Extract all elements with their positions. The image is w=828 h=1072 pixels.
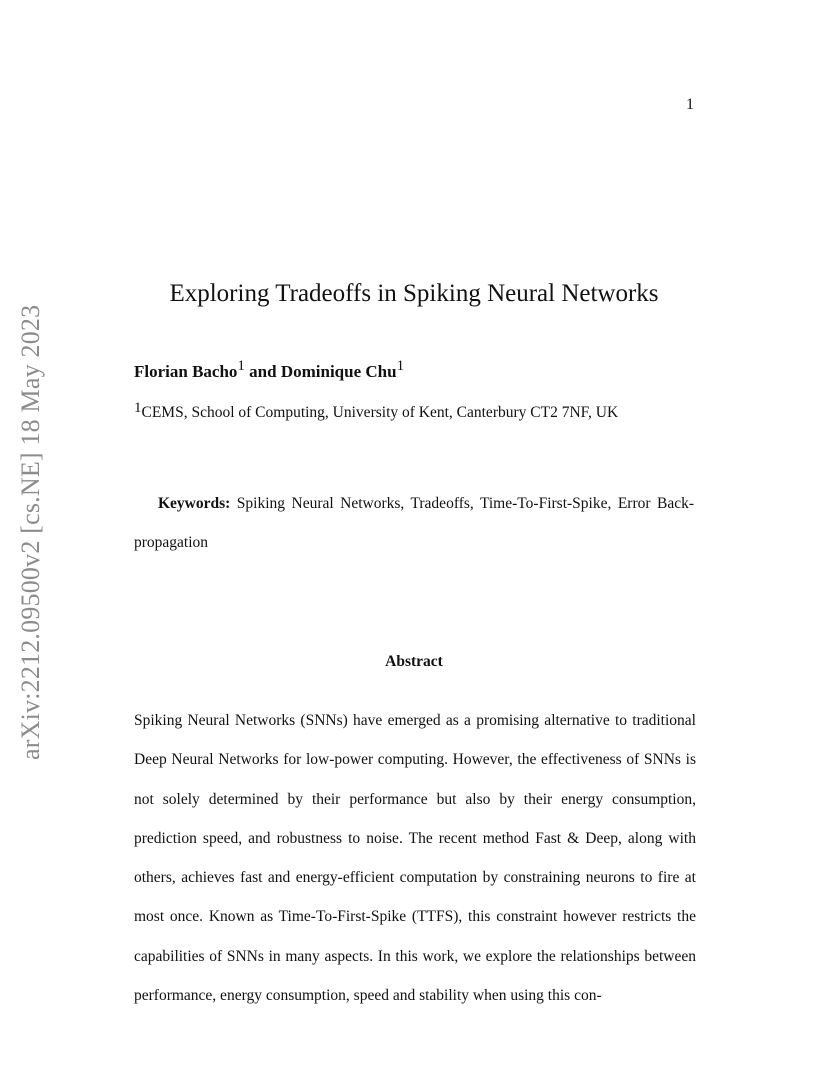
author-list [134, 358, 405, 382]
paper-title: Exploring Tradeoffs in Spiking Neural Networks [169, 280, 659, 307]
abstract-heading: Abstract [385, 653, 443, 670]
abstract-body: Spiking Neural Networks (SNNs) have emerged as a promising alternative to traditional Deep Neural Networks for low-power computing. However, the effectiveness of SNNs is not solely determined by their performance but also by their energy consumption, prediction speed, and robustness to noise. The recent method Fast & Deep, along with others, achieves fast and energy-efficient computation by constraining neurons to fire at most once. Known as Time-To-First-Spike (TTFS), this constraint however restricts the capabilities of SNNs in many aspects. In this work, we explore the relationships between performance, energy consumption, speed and stability when using this con- [134, 712, 696, 1005]
arxiv-identifier: arXiv:2212.09500v2 [cs.NE] 18 May 2023 [16, 304, 45, 760]
affiliation-marker: 1 [396, 358, 405, 374]
keywords [134, 484, 694, 562]
keywords-label: Keywords: [158, 495, 231, 512]
affiliation [134, 400, 619, 422]
affiliation-marker: 1 [134, 400, 142, 416]
author-name: Dominique Chu [280, 362, 397, 381]
author-joiner: and [249, 362, 277, 381]
keywords-text: Spiking Neural Networks, Tradeoffs, Time-To-First-Spike, Error Back-propagation [134, 495, 694, 551]
author-name: Florian Bacho [134, 362, 238, 381]
page-number: 1 [686, 96, 694, 113]
affiliation-marker: 1 [237, 358, 245, 374]
affiliation-text: CEMS, School of Computing, University of Kent, Canterbury CT2 7NF, UK [141, 404, 619, 421]
